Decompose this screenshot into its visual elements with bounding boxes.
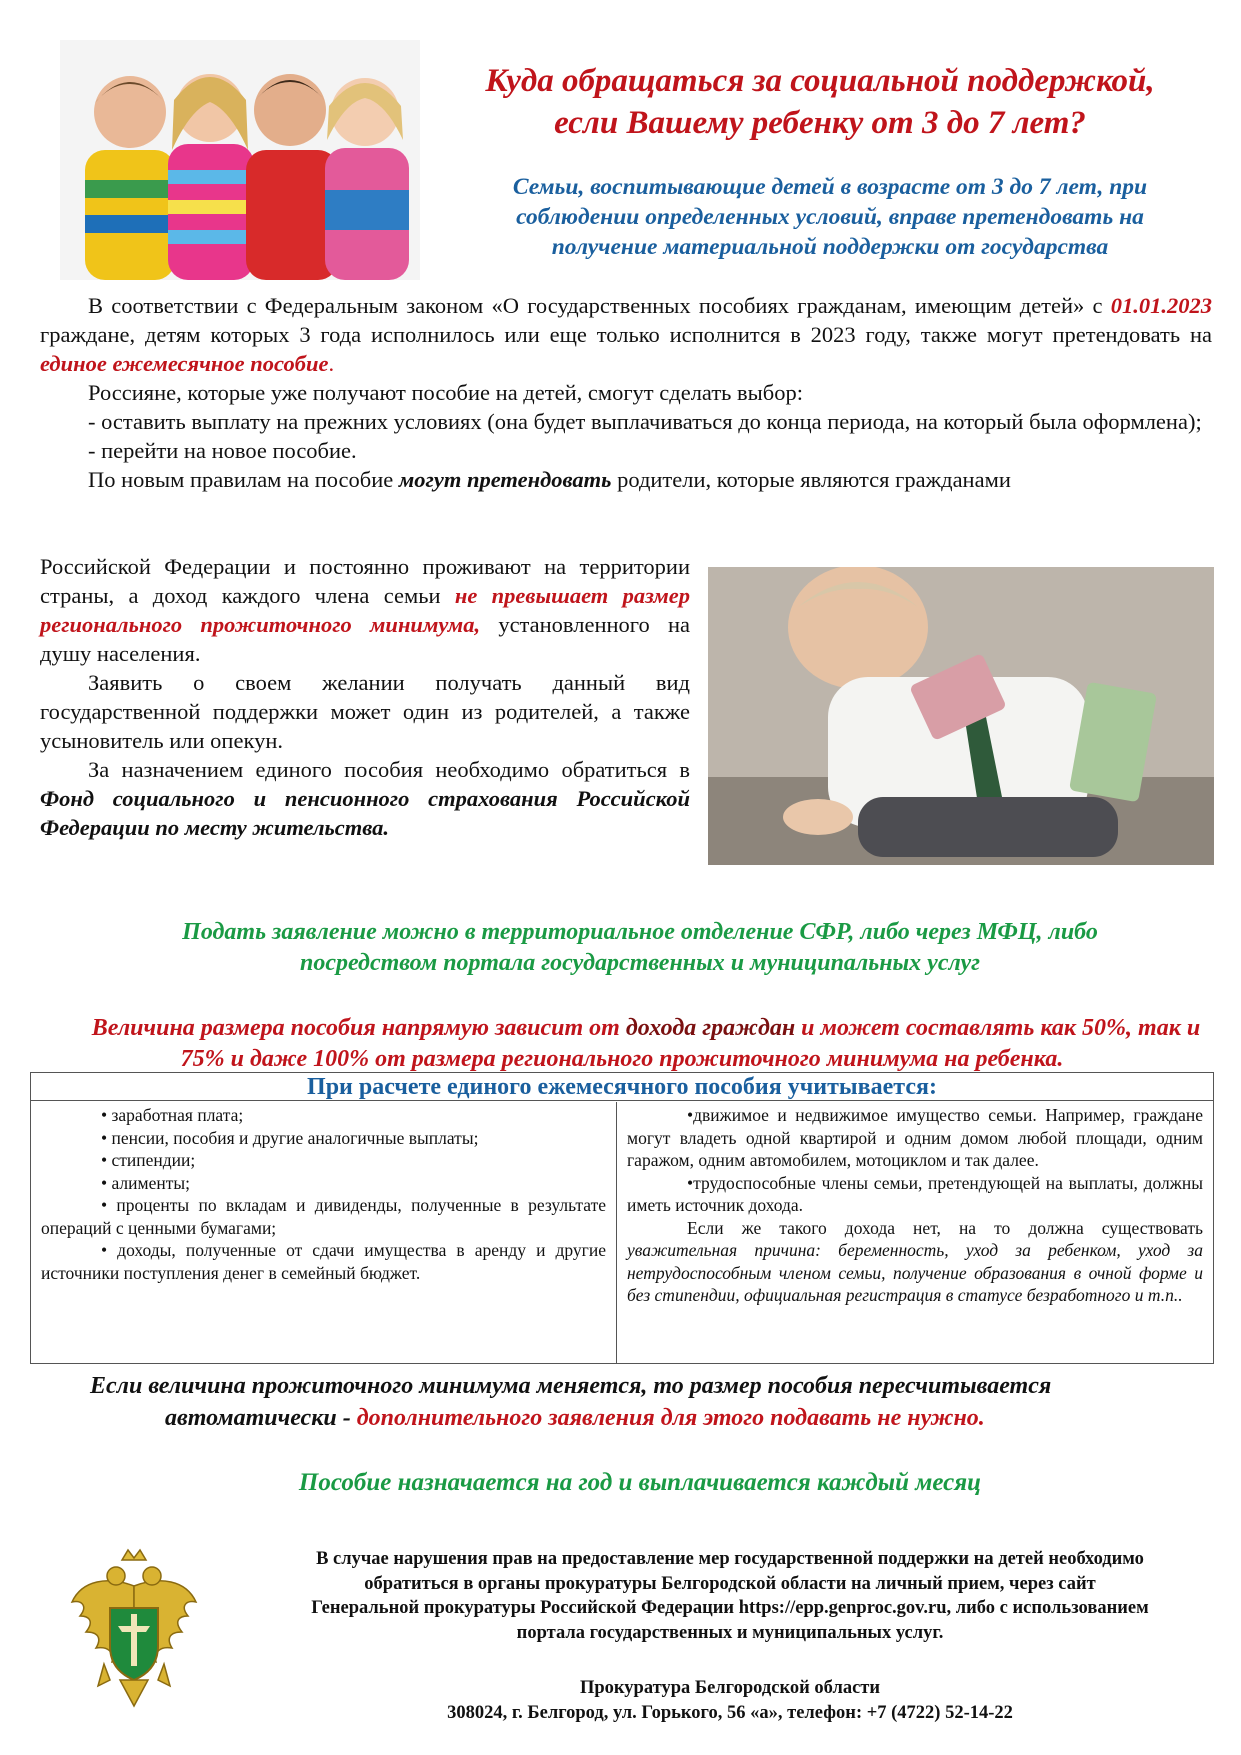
- title-line-1: Куда обращаться за социальной поддержкой,: [485, 63, 1155, 99]
- fund-name: Фонд социального и пенсионного страхования Российской Федерации по месту жительства.: [40, 786, 690, 840]
- eligibility-a: Российской Федерации и постоянно проживают на территории страны, а доход каждого члена семьи: [40, 554, 690, 608]
- workers-item: •трудоспособные члены семьи, претендующей на выплаты, должны иметь источник дохода.: [627, 1172, 1203, 1215]
- rules-emph: могут претендовать: [398, 467, 612, 492]
- contacts: [250, 1676, 1210, 1725]
- page-title: [420, 60, 1220, 144]
- recalc-no-application: дополнительного заявления для этого подавать не нужно.: [356, 1405, 985, 1431]
- income-item: • пенсии, пособия и другие аналогичные выплаты;: [101, 1127, 479, 1148]
- eligibility-emph: не превышает размер регионального прожиточного минимума,: [40, 583, 690, 637]
- amount-a: Величина размера пособия напрямую зависит от: [91, 1015, 626, 1041]
- organization-name: Прокуратура Белгородской области: [579, 1678, 881, 1698]
- valid-reason-item: [627, 1217, 1203, 1307]
- eligibility-text: [40, 552, 690, 842]
- footer-line-1: В случае нарушения прав на предоставление мер государственной поддержки на детей необходимо: [316, 1549, 1144, 1569]
- property-item: •движимое и недвижимое имущество семьи. Например, граждане могут владеть одной квартирой и одним домом любой площади, одним гаражом, одним автомобилем, мотоциклом и так далее.: [627, 1105, 1203, 1170]
- paragraph-eligibility: [40, 552, 690, 668]
- effective-date: 01.01.2023: [1110, 293, 1212, 318]
- recalculation-note: [90, 1370, 1200, 1434]
- table-header: При расчете единого ежемесячного пособия учитывается:: [31, 1073, 1213, 1101]
- paragraph-option-1: - оставить выплату на прежних условиях (она будет выплачиваться до конца периода, на который была оформлена);: [88, 409, 1202, 434]
- paragraph-law: [40, 291, 1212, 378]
- organization-address: 308024, г. Белгород, ул. Горького, 56 «а», телефон: +7 (4722) 52-14-22: [447, 1702, 1013, 1723]
- page-subtitle: [440, 172, 1220, 262]
- table-column-property: [617, 1102, 1213, 1363]
- paragraph-fund: [40, 755, 690, 842]
- subtitle-line-3: получение материальной поддержки от государства: [551, 234, 1109, 260]
- valid-reason-list: уважительная причина: беременность, уход за ребенком, уход за нетрудоспособным членом семьи, получение образования в очной форме и без стипендии, официальная регистрация в статусе безработного и т.п..: [627, 1240, 1203, 1305]
- income-item: • проценты по вкладам и дивиденды, полученные в результате операций с ценными бумагами;: [41, 1195, 606, 1238]
- application-info: [100, 917, 1180, 979]
- income-item: • стипендии;: [101, 1150, 196, 1170]
- children-photo: [60, 40, 420, 280]
- benefit-name: единое ежемесячное пособие: [40, 351, 329, 376]
- footer-line-2: обратиться в органы прокуратуры Белгородской области на личный прием, через сайт: [364, 1573, 1096, 1594]
- rules-text-cont: родители, которые являются гражданами: [611, 467, 1011, 492]
- intro-text: [40, 291, 1212, 494]
- footer-line-3: Генеральной прокуратуры Российской Федерации https://epp.genproc.gov.ru, либо с использованием: [311, 1598, 1149, 1618]
- income-item: • доходы, полученные от сдачи имущества в аренду и другие источники поступления денег в семейный бюджет.: [41, 1240, 606, 1283]
- paragraph-applicant: Заявить о своем желании получать данный вид государственной поддержки может один из родителей, а также усыновитель или опекун.: [40, 670, 690, 753]
- benefit-amount-info: [32, 1013, 1212, 1075]
- table-column-income: [31, 1102, 617, 1363]
- recalc-line-1: Если величина прожиточного минимума меняется, то размер пособия пересчитывается: [90, 1373, 1052, 1399]
- paragraph-choice: Россияне, которые уже получают пособие на детей, смогут сделать выбор:: [88, 380, 803, 405]
- valid-reason-text: Если же такого дохода нет, на то должна существовать: [687, 1217, 1203, 1238]
- law-text-cont: граждане, детям которых 3 года исполнилось или еще только исполнится в 2023 году, также могут претендовать на: [40, 322, 1212, 347]
- recalc-auto: автоматически: [165, 1405, 337, 1431]
- subtitle-line-2: соблюдении определенных условий, вправе претендовать на: [516, 204, 1144, 230]
- cta-line-1: Подать заявление можно в территориальное отделение СФР, либо через МФЦ, либо: [182, 919, 1098, 945]
- title-line-2: если Вашему ребенку от 3 до 7 лет?: [554, 105, 1086, 141]
- footer-line-4: портала государственных и муниципальных услуг.: [516, 1622, 944, 1643]
- benefit-dot: .: [328, 351, 335, 376]
- income-item: • алименты;: [101, 1172, 190, 1193]
- paragraph-option-2: - перейти на новое пособие.: [88, 438, 357, 463]
- recalc-line-2: [90, 1402, 1200, 1434]
- subtitle-line-1: Семьи, воспитывающие детей в возрасте от 3 до 7 лет, при: [512, 174, 1148, 200]
- income-item: • заработная плата;: [101, 1105, 244, 1125]
- recalc-dash: -: [336, 1405, 357, 1431]
- payment-schedule-note: Пособие назначается на год и выплачивается каждый месяц: [298, 1469, 982, 1496]
- fund-text: За назначением единого пособия необходимо обратиться в: [88, 757, 690, 782]
- rules-text: По новым правилам на пособие: [88, 467, 399, 492]
- complaint-info: [250, 1547, 1210, 1645]
- paragraph-rules: [40, 465, 1212, 494]
- law-text: В соответствии с Федеральным законом «О государственных пособиях гражданам, имеющим детей» с: [88, 293, 1111, 318]
- amount-income: дохода граждан: [625, 1015, 796, 1041]
- cta-line-2: посредством портала государственных и муниципальных услуг: [299, 950, 980, 976]
- eligibility-b: установленного на душу населения.: [40, 612, 690, 666]
- income-table: [30, 1072, 1214, 1364]
- baby-with-money-photo: [708, 567, 1214, 865]
- prosecutor-emblem-icon: [68, 1546, 200, 1714]
- amount-c: и может составлять как 50%, так и 75% и даже 100% от размера регионального прожиточного минимума на ребенка.: [180, 1015, 1201, 1072]
